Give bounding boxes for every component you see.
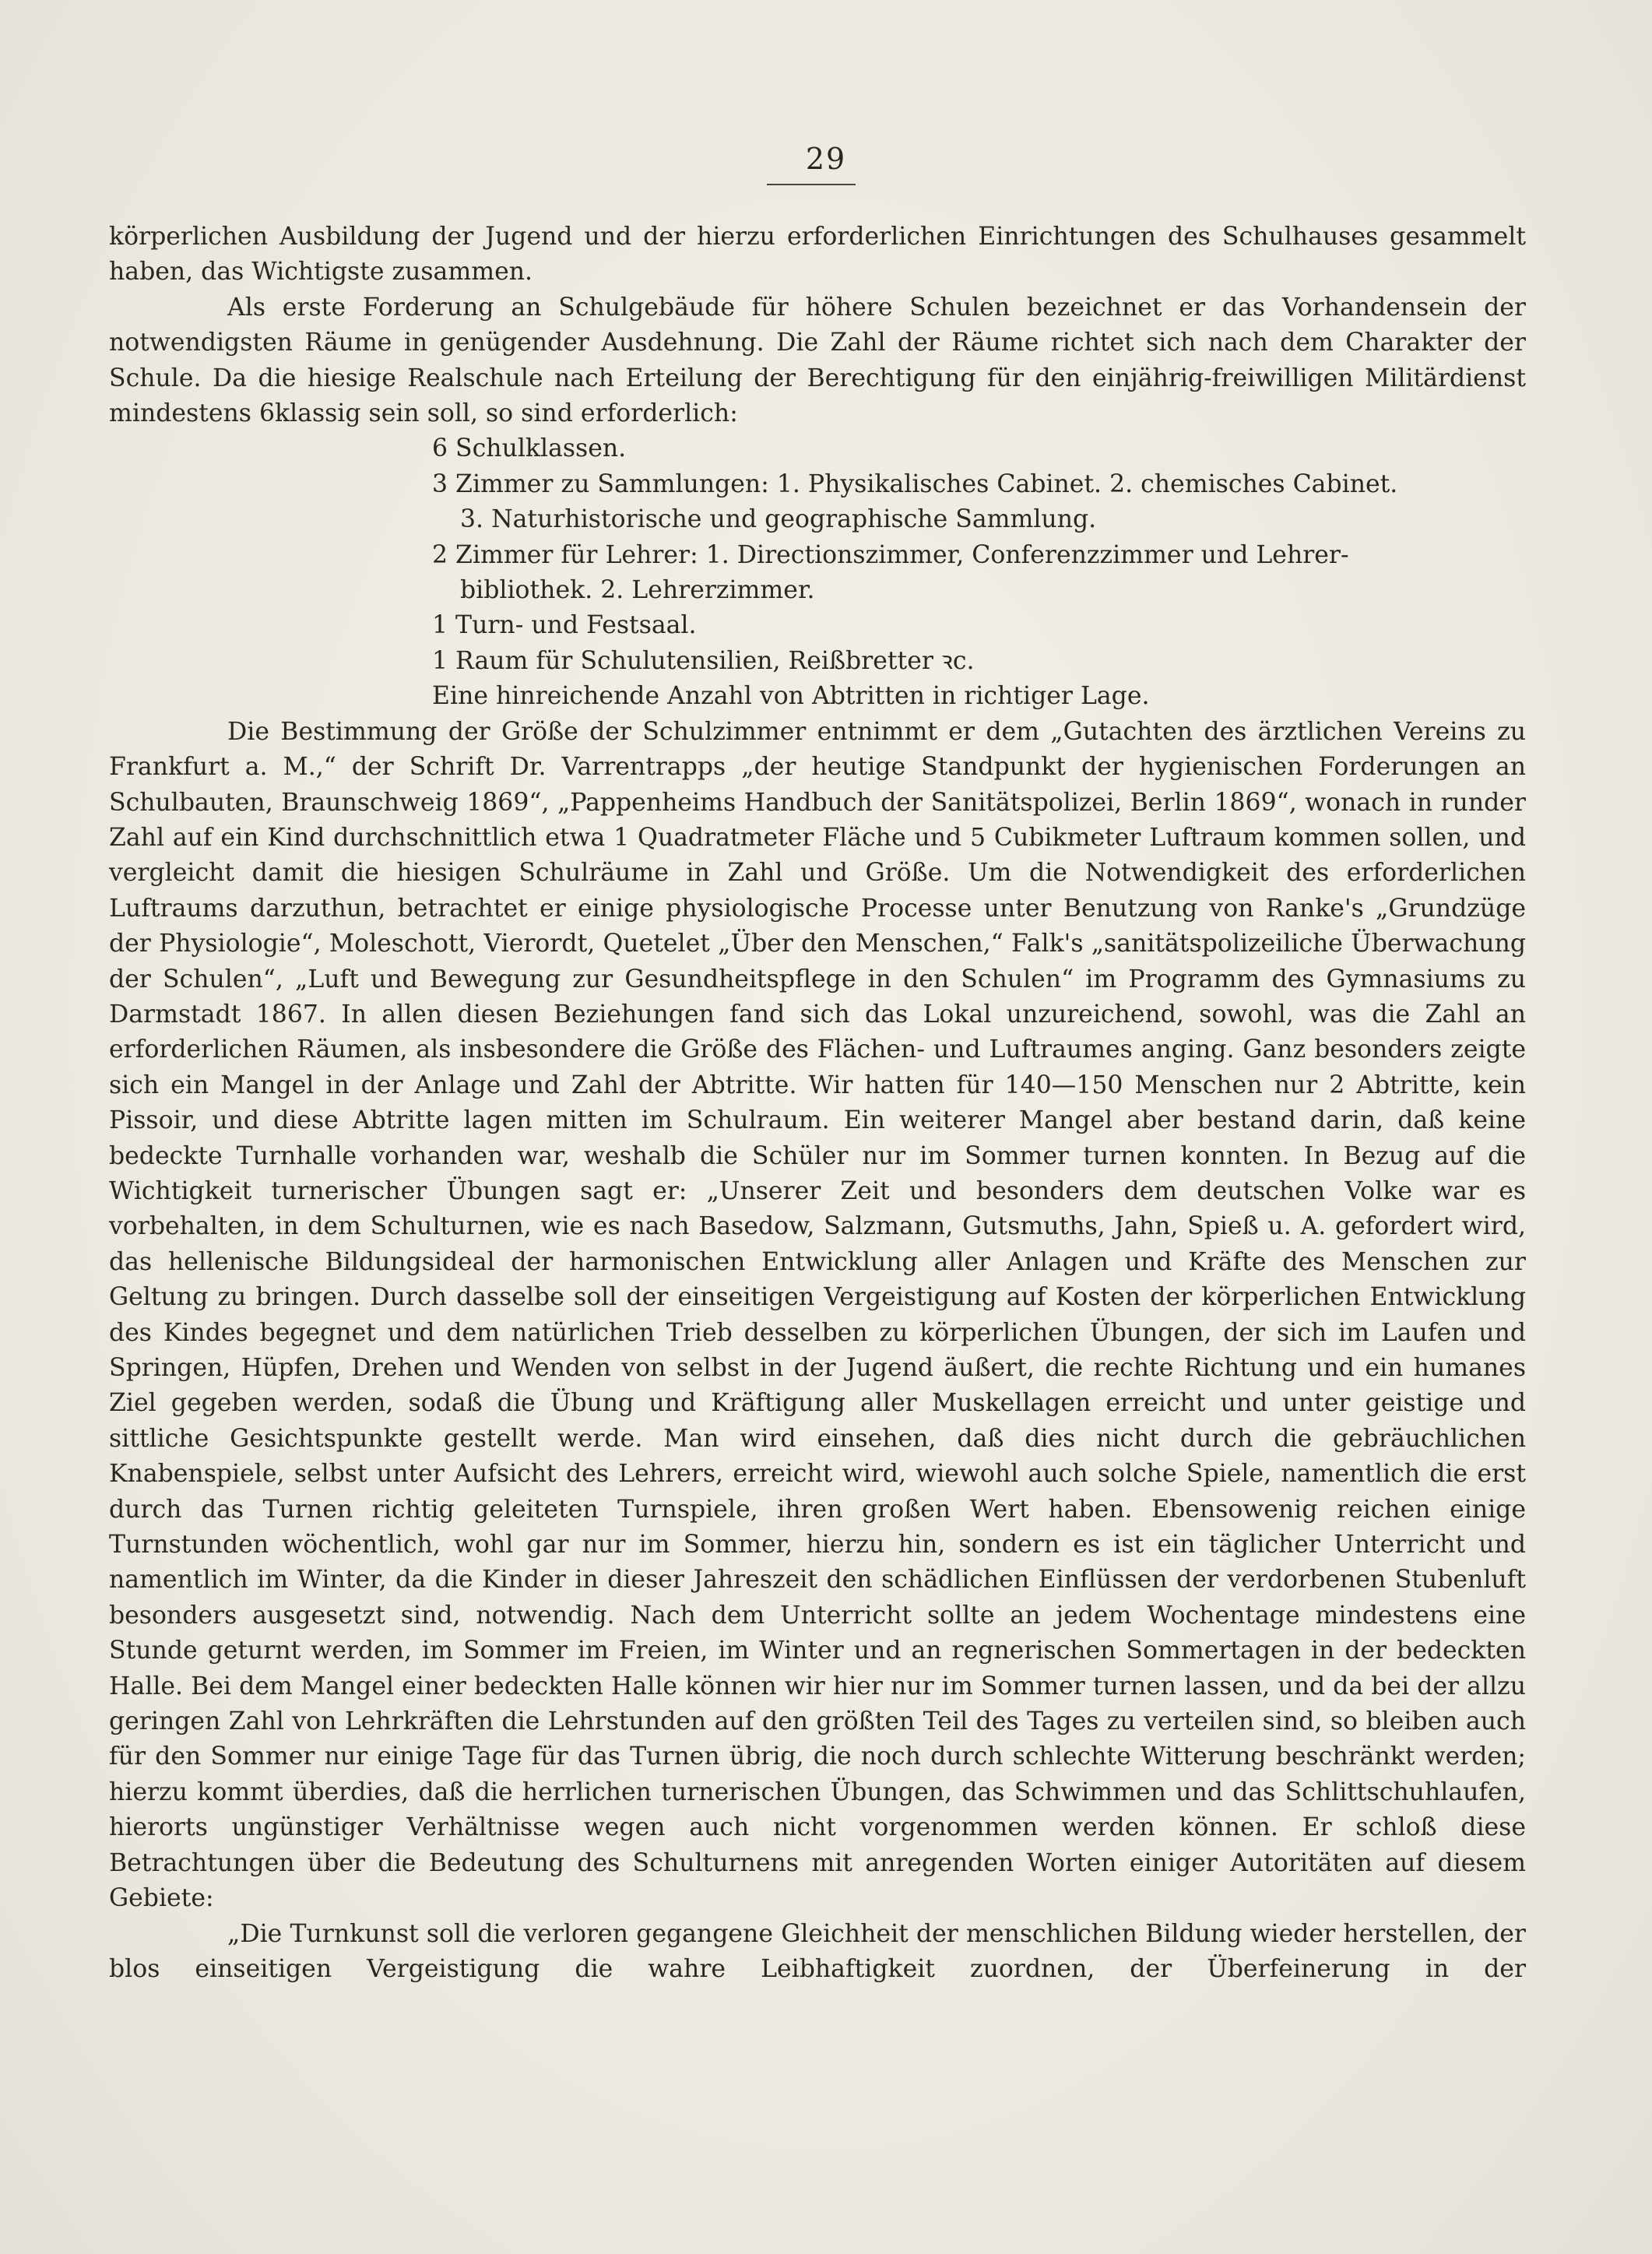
list-item-line: 3 Zimmer zu Sammlungen: 1. Physikalisches Cabinet. 2. chemisches Cabinet.	[432, 469, 1398, 498]
list-item	[432, 644, 1526, 679]
page-number: 29	[805, 142, 847, 176]
list-item	[432, 538, 1526, 609]
list-item	[432, 467, 1526, 538]
list-item-line: 6 Schulklassen.	[432, 434, 627, 463]
paragraph-3: Die Bestimmung der Größe der Schulzimmer entnimmt er dem „Gutachten des ärztlichen Vereins zu Frankfurt a. M.,“ der Schrift Dr. Varrentrapps „der heutige Standpunkt der hygienischen Forderungen an Schulbauten, Braunschweig 1869“, „Pappenheims Handbuch der Sanitätspolizei, Berlin 1869“, wonach in runder Zahl auf ein Kind durchschnittlich etwa 1 Quadratmeter Fläche und 5 Cubikmeter Luftraum kommen sollen, und vergleicht damit die hiesigen Schulräume in Zahl und Größe. Um die Notwendigkeit des erforderlichen Luftraums darzuthun, betrachtet er einige physiologische Processe unter Benutzung von Ranke's „Grundzüge der Physiologie“, Moleschott, Vierordt, Quetelet „Über den Menschen,“ Falk's „sanitätspolizeiliche Überwachung der Schulen“, „Luft und Bewegung zur Gesundheitspflege in den Schulen“ im Programm des Gymnasiums zu Darmstadt 1867. In allen diesen Beziehungen fand sich das Lokal unzureichend, sowohl, was die Zahl an erforderlichen Räumen, als insbesondere die Größe des Flächen- und Luftraumes anging. Ganz besonders zeigte sich ein Mangel in der Anlage und Zahl der Abtritte. Wir hatten für 140—150 Menschen nur 2 Abtritte, kein Pissoir, und diese Abtritte lagen mitten im Schulraum. Ein weiterer Mangel aber bestand darin, daß keine bedeckte Turnhalle vorhanden war, weshalb die Schüler nur im Sommer turnen konnten. In Bezug auf die Wichtigkeit turnerischer Übungen sagt er: „Unserer Zeit und besonders dem deutschen Volke war es vorbehalten, in dem Schulturnen, wie es nach Basedow, Salzmann, Gutsmuths, Jahn, Spieß u. A. gefordert wird, das hellenische Bildungsideal der harmonischen Entwicklung aller Anlagen und Kräfte des Menschen zur Geltung zu bringen. Durch dasselbe soll der einseitigen Vergeistigung auf Kosten der körperlichen Entwicklung des Kindes begegnet und dem natürlichen Trieb desselben zu körperlichen Übungen, der sich im Laufen und Springen, Hüpfen, Drehen und Wenden von selbst in der Jugend äußert, die rechte Richtung und ein humanes Ziel gegeben werden, sodaß die Übung und Kräftigung aller Muskellagen erreicht und unter geistige und sittliche Gesichtspunkte gestellt werde. Man wird einsehen, daß dies nicht durch die gebräuchlichen Knabenspiele, selbst unter Aufsicht des Lehrers, erreicht wird, wiewohl auch solche Spiele, namentlich die erst durch das Turnen richtig geleiteten Turnspiele, ihren großen Wert haben. Ebensowenig reichen einige Turnstunden wöchentlich, wohl gar nur im Sommer, hierzu hin, sondern es ist ein täglicher Unterricht und namentlich im Winter, da die Kinder in dieser Jahreszeit den schädlichen Einflüssen der verdorbenen Stubenluft besonders ausgesetzt sind, notwendig. Nach dem Unterricht sollte an jedem Wochentage mindestens eine Stunde geturnt werden, im Sommer im Freien, im Winter und an regnerischen Sommertagen in der bedeckten Halle. Bei dem Mangel einer bedeckten Halle können wir hier nur im Sommer turnen lassen, und da bei der allzu geringen Zahl von Lehrkräften die Lehrstunden auf den größten Teil des Tages zu verteilen sind, so bleiben auch für den Sommer nur einige Tage für das Turnen übrig, die noch durch schlechte Witterung beschränkt werden; hierzu kommt überdies, daß die herrlichen turnerischen Übungen, das Schwimmen und das Schlittschuhlaufen, hierorts ungünstiger Verhältnisse wegen auch nicht vorgenommen werden können. Er schloß diese Betrachtungen über die Bedeutung des Schulturnens mit anregenden Worten einiger Autoritäten auf diesem Gebiete:	[109, 717, 1526, 1913]
list-item	[432, 679, 1526, 714]
list-item-line: 1 Turn- und Festsaal.	[432, 611, 697, 640]
paragraph-2: Als erste Forderung an Schulgebäude für höhere Schulen bezeichnet er das Vorhandensein der notwendigsten Räume in genügender Ausdehnung. Die Zahl der Räume richtet sich nach dem Charakter der Schule. Da die hiesige Realschule nach Erteilung der Berechtigung für den einjährig-freiwilligen Militärdienst mindestens 6klassig sein soll, so sind erforderlich:	[109, 293, 1526, 428]
list-item-line: 1 Raum für Schulutensilien, Reißbretter ꝛc.	[432, 646, 975, 675]
list-item	[432, 431, 1526, 466]
list-item-continuation: bibliothek. 2. Lehrerzimmer.	[460, 576, 815, 605]
list-item	[432, 608, 1526, 643]
room-list	[432, 431, 1526, 714]
list-item-continuation: 3. Naturhistorische und geographische Sammlung.	[460, 505, 1097, 534]
paragraph-4-quote: „Die Turnkunst soll die verloren gegangene Gleichheit der menschlichen Bildung wieder herstellen, der blos einseitigen Vergeistigung die wahre Leibhaftigkeit zuordnen, der Überfeinerung in der	[109, 1919, 1526, 1983]
body-text	[109, 220, 1526, 1987]
list-item-line: Eine hinreichende Anzahl von Abtritten in richtiger Lage.	[432, 682, 1150, 711]
paragraph-1: körperlichen Ausbildung der Jugend und der hierzu erforderlichen Einrichtungen des Schulhauses gesammelt haben, das Wichtigste zusammen.	[109, 223, 1526, 287]
page-number-underline	[767, 184, 856, 185]
list-item-line: 2 Zimmer für Lehrer: 1. Directionszimmer, Conferenzzimmer und Lehrer-	[432, 540, 1349, 569]
